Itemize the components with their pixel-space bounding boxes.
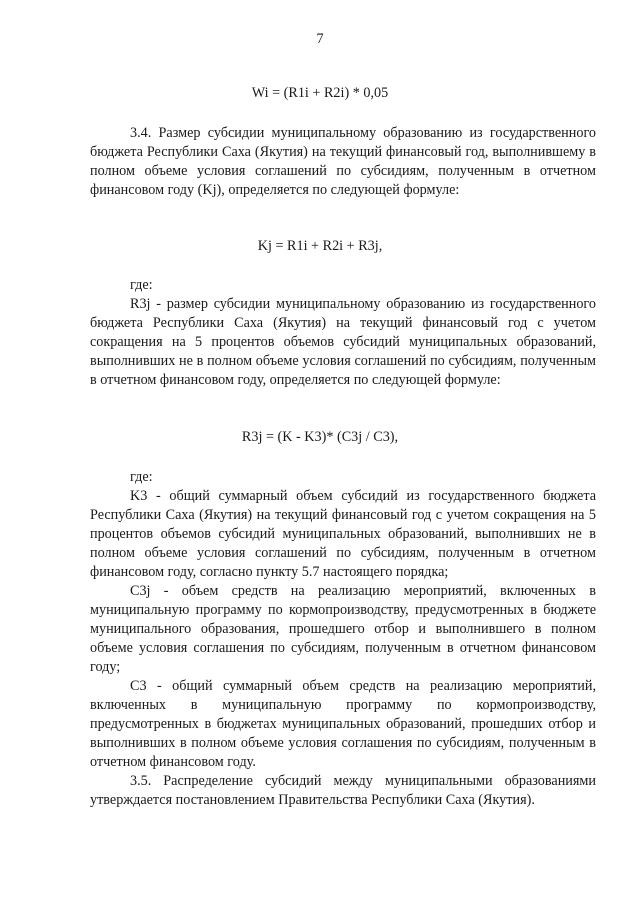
where-label-1: где: [130, 277, 153, 293]
where-label-2: где: [130, 469, 153, 485]
formula-kj: Kj = R1i + R2i + R3j, [257, 238, 383, 254]
formula-wi: Wi = (R1i + R2i) * 0,05 [251, 85, 389, 101]
paragraph-3-4: 3.4. Размер субсидии муниципальному образованию из государственного бюджета Республики Саха (Якутия) на текущий финансовый год, выполнившему в полном объеме условия соглашений по субсидиям, полученным в отчетном финансовом году (Kj), определяется по следующей формуле: [90, 125, 596, 198]
c3j-definition: C3j - объем средств на реализацию мероприятий, включенных в муниципальную программу по кормопроизводству, предусмотренных в бюджете муниципального образования, прошедшего отбор и выполнившего в полном объеме условия соглашения по субсидиям, полученным в отчетном финансовом году; [90, 583, 596, 675]
k3-definition: K3 - общий суммарный объем субсидий из государственного бюджета Республики Саха (Якутия) на текущий финансовый год с учетом сокращения на 5 процентов объемов субсидий муниципальных образований, выполнивших не в полном объеме условия соглашений по субсидиям, полученным в отчетном финансовом году, согласно пункту 5.7 настоящего порядка; [90, 488, 596, 580]
section-3-4 [90, 124, 596, 200]
c3-definition: C3 - общий суммарный объем средств на реализацию мероприятий, включенных в муниципальную программу по кормопроизводству, предусмотренных в бюджетах муниципальных образований, прошедших отбор и выполнивших в полном объеме условия соглашения по субсидиям, полученным в отчетном финансовом году. [90, 678, 596, 770]
formula-r3j: R3j = (K - K3)* (C3j / C3), [241, 429, 399, 445]
section-r3j [90, 276, 596, 390]
paragraph-3-5: 3.5. Распределение субсидий между муниципальными образованиями утверждается постановлением Правительства Республики Саха (Якутия). [90, 773, 596, 808]
section-definitions [90, 468, 596, 810]
r3j-definition: R3j - размер субсидии муниципальному образованию из государственного бюджета Республики Саха (Якутия) на текущий финансовый год с учетом сокращения на 5 процентов объемов субсидий муниципальных образований, выполнивших не в полном объеме условия соглашений по субсидиям, полученным в отчетном финансовом году, определяется по следующей формуле: [90, 296, 596, 388]
page-number: 7 [316, 31, 324, 47]
